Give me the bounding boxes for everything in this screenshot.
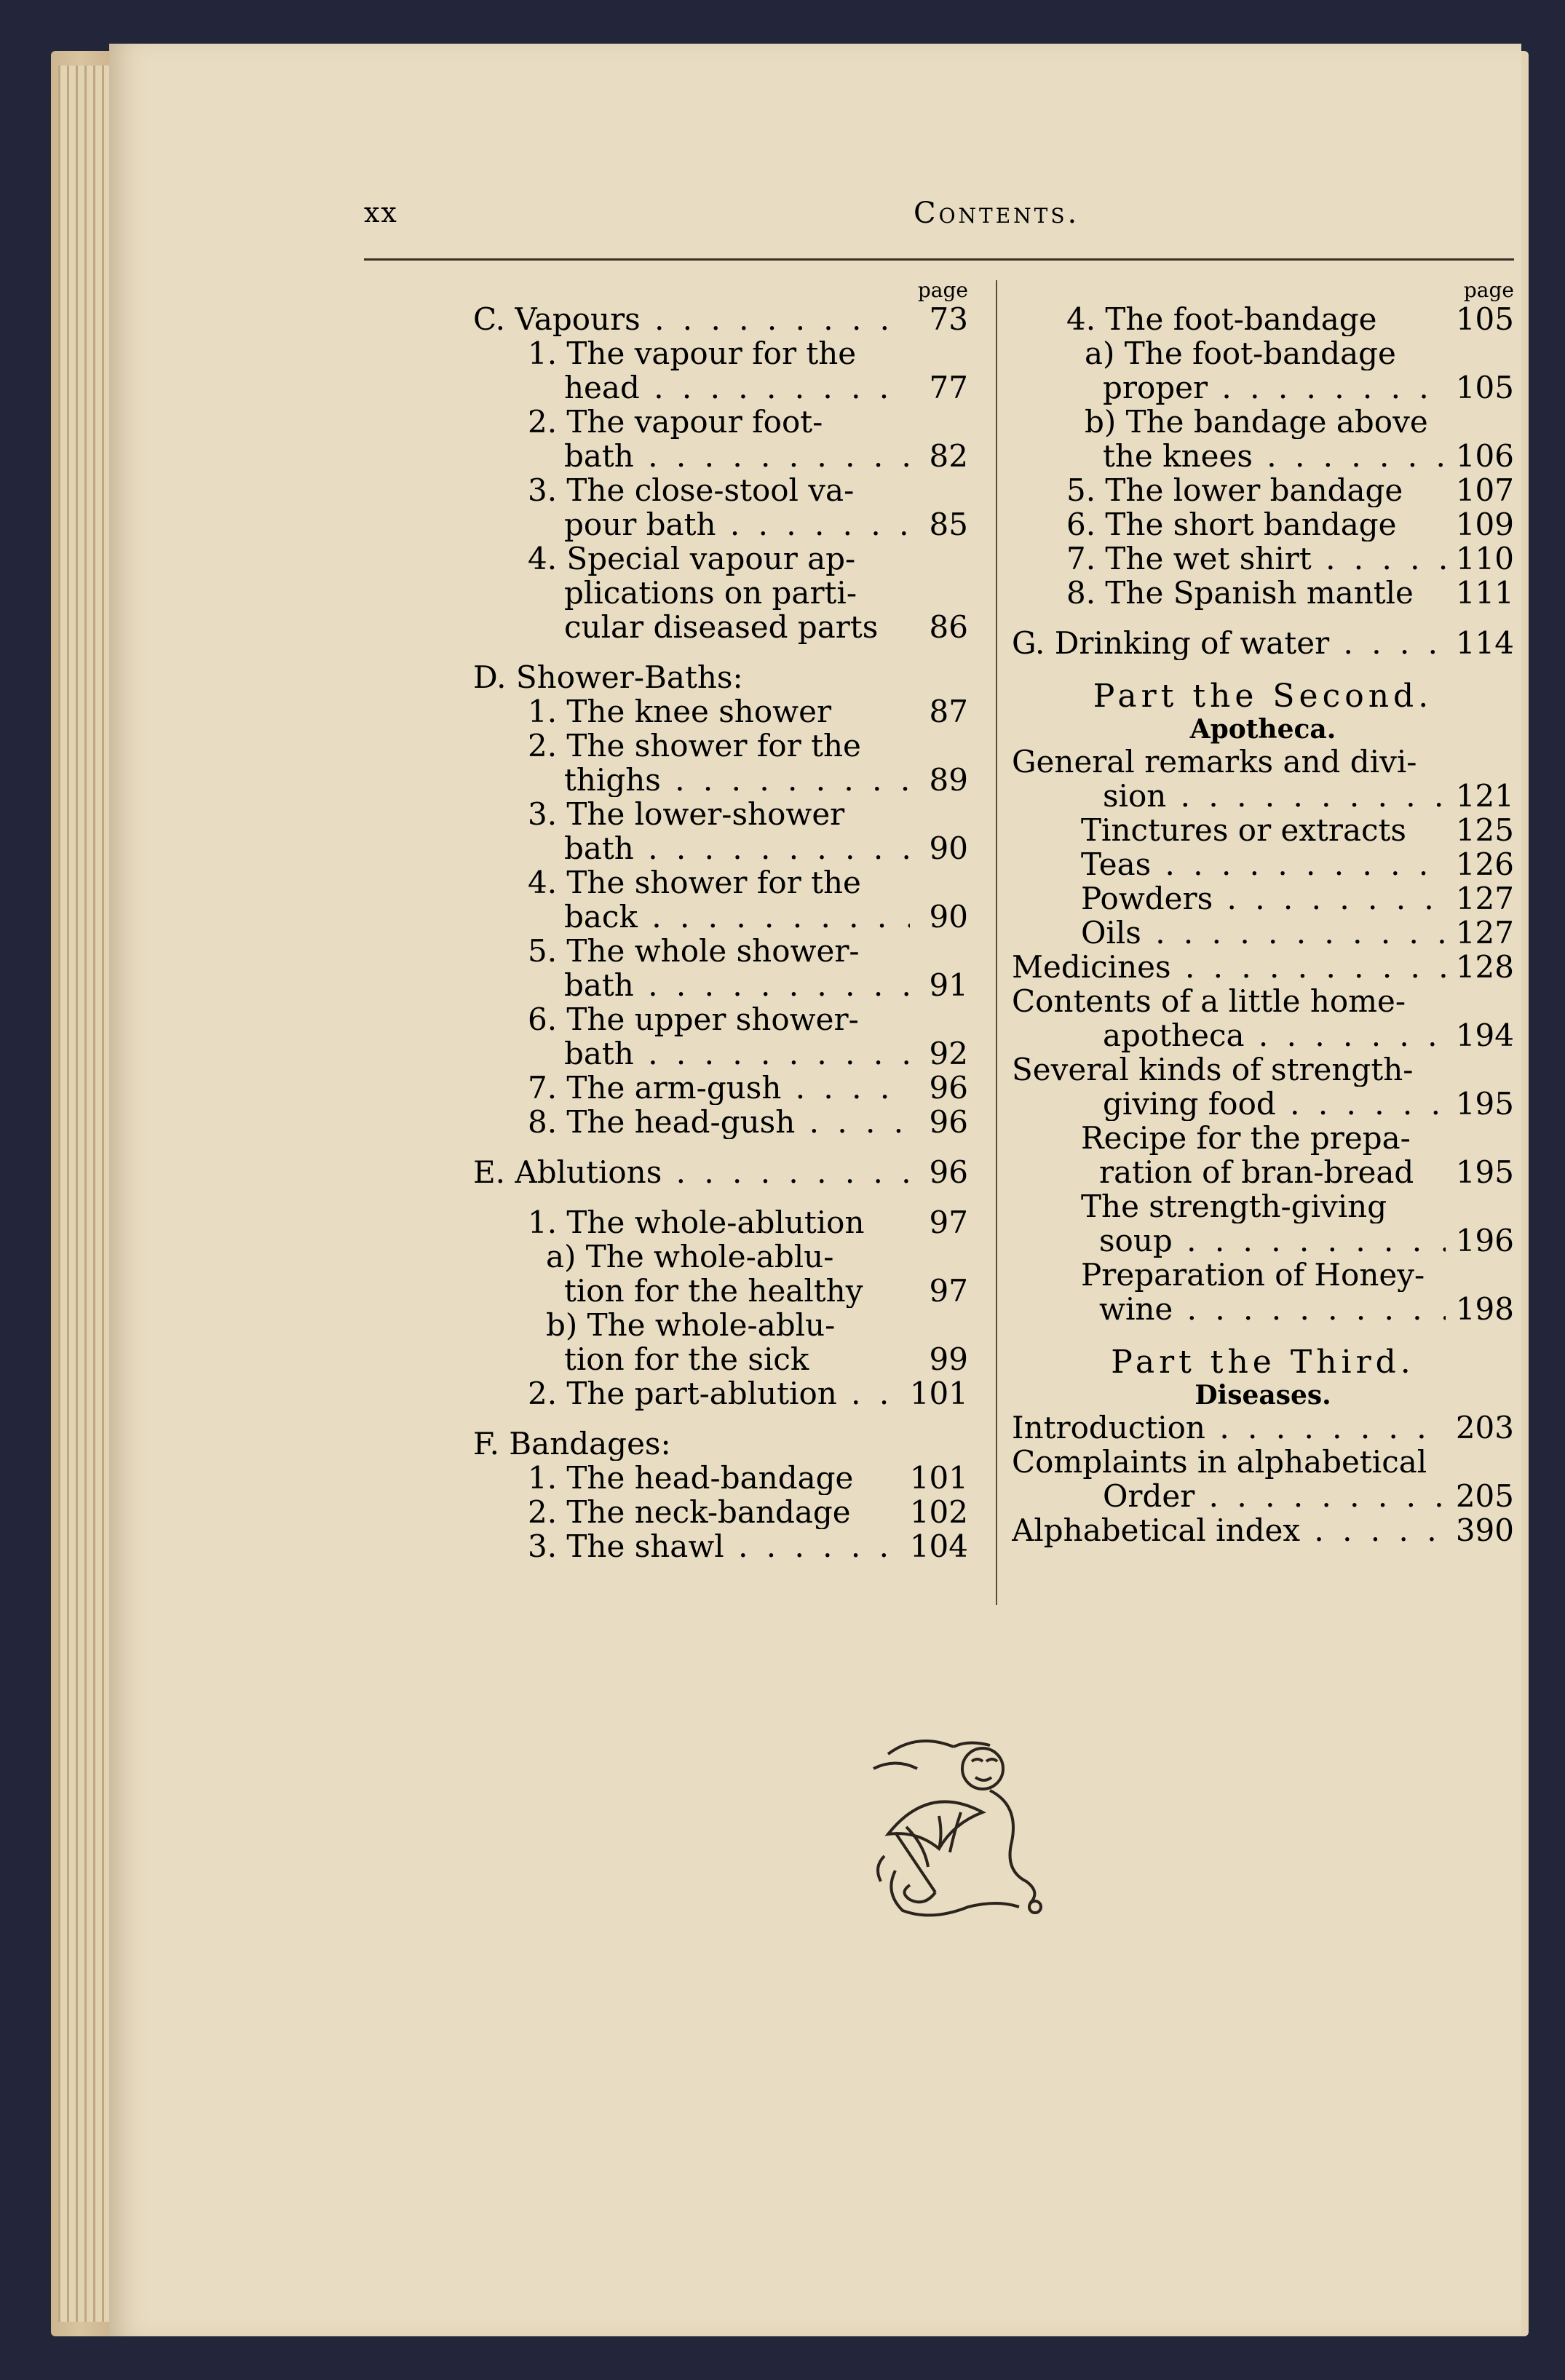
toc-entry bbox=[1012, 507, 1514, 542]
toc-entry-title: 2. The shower for the bbox=[528, 729, 861, 763]
part-heading: Part the Third. bbox=[1111, 1344, 1415, 1381]
toc-entry-page: 198 bbox=[1455, 1291, 1514, 1327]
toc-entry-title: Powders . . . bbox=[1081, 881, 1446, 916]
toc-entry bbox=[1012, 473, 1514, 507]
toc-entry-title: Several kinds of strength- bbox=[1012, 1052, 1414, 1087]
toc-entry bbox=[473, 865, 968, 900]
left-column bbox=[473, 279, 968, 1563]
toc-entry bbox=[473, 1105, 968, 1139]
toc-entry-page: 111 bbox=[1455, 575, 1514, 611]
toc-entry-title: 5. The whole shower- bbox=[528, 934, 860, 968]
toc-entry bbox=[1012, 1513, 1514, 1547]
toc-entry-page: 195 bbox=[1455, 1154, 1514, 1190]
part-subheading: Diseases. bbox=[1194, 1380, 1331, 1411]
page-header bbox=[364, 197, 1514, 240]
toc-entry-title: the knees . . . bbox=[1103, 439, 1446, 473]
toc-entry-title: ration of bran-bread bbox=[1099, 1155, 1414, 1189]
toc-entry-title: Recipe for the prepa- bbox=[1081, 1121, 1411, 1155]
toc-entry-title: back . . . bbox=[564, 900, 910, 934]
toc-entry-title: Contents of a little home- bbox=[1012, 984, 1406, 1018]
toc-entry bbox=[473, 1529, 968, 1563]
toc-entry-page: 195 bbox=[1455, 1086, 1514, 1122]
toc-entry-title: Order . . . bbox=[1103, 1479, 1446, 1513]
toc-entry-title: bath . . . bbox=[564, 439, 910, 473]
toc-entry bbox=[1012, 405, 1514, 439]
toc-entry bbox=[1012, 779, 1514, 813]
toc-entry-page: 90 bbox=[929, 899, 968, 935]
toc-entry bbox=[1012, 950, 1514, 984]
toc-entry-title: sion . . . bbox=[1103, 779, 1446, 813]
toc-entry-page: 73 bbox=[929, 301, 968, 337]
toc-entry bbox=[473, 1274, 968, 1308]
toc-entry-page: 121 bbox=[1455, 778, 1514, 814]
toc-entry-title: 4. The foot-bandage bbox=[1066, 302, 1377, 336]
toc-entry-title: thighs . . . bbox=[564, 763, 910, 797]
toc-entry bbox=[473, 1239, 968, 1274]
toc-entry-page: 77 bbox=[929, 370, 968, 405]
toc-entry-page: 91 bbox=[929, 967, 968, 1003]
toc-entry-title: bath . . . bbox=[564, 831, 910, 865]
toc-entry bbox=[1012, 881, 1514, 916]
part-subheading: Apotheca. bbox=[1189, 714, 1336, 745]
toc-entry-page: 89 bbox=[929, 762, 968, 798]
column-divider bbox=[996, 280, 997, 1605]
toc-entry-title: a) The whole-ablu- bbox=[546, 1239, 834, 1274]
toc-entry-title: 1. The head-bandage bbox=[528, 1461, 854, 1495]
toc-entry bbox=[473, 302, 968, 336]
toc-entry-page: 125 bbox=[1455, 812, 1514, 848]
toc-entry bbox=[473, 1071, 968, 1105]
toc-entry bbox=[473, 660, 968, 694]
toc-entry bbox=[1012, 1411, 1514, 1445]
toc-entry bbox=[473, 1376, 968, 1411]
toc-entry-title: 6. The upper shower- bbox=[528, 1002, 859, 1036]
toc-entry-title: 2. The neck-bandage bbox=[528, 1495, 851, 1529]
toc-entry-title: G. Drinking of water . . . bbox=[1012, 626, 1446, 660]
toc-entry bbox=[1012, 1121, 1514, 1155]
toc-entry bbox=[473, 763, 968, 797]
toc-entry bbox=[1012, 1018, 1514, 1052]
toc-entry bbox=[473, 968, 968, 1002]
toc-entry-title: 7. The wet shirt . . . bbox=[1066, 542, 1446, 576]
toc-entry bbox=[473, 439, 968, 473]
toc-entry-title: head . . . bbox=[564, 370, 910, 405]
toc-entry-title: F. Bandages: bbox=[473, 1427, 671, 1461]
toc-entry-page: 99 bbox=[929, 1341, 968, 1377]
part-heading: Part the Second. bbox=[1093, 678, 1433, 715]
toc-entry-title: soup . . . bbox=[1099, 1223, 1446, 1258]
toc-entry-page: 128 bbox=[1455, 949, 1514, 985]
toc-entry bbox=[473, 610, 968, 644]
toc-entry bbox=[1012, 542, 1514, 576]
toc-entry-page: 82 bbox=[929, 438, 968, 474]
toc-entry-title: 1. The vapour for the bbox=[528, 336, 857, 370]
toc-entry-title: General remarks and divi- bbox=[1012, 745, 1417, 779]
toc-entry bbox=[1012, 847, 1514, 881]
toc-entry-page: 127 bbox=[1455, 881, 1514, 916]
toc-entry-page: 101 bbox=[909, 1376, 968, 1411]
toc-entry bbox=[473, 370, 968, 405]
toc-entry-page: 203 bbox=[1455, 1410, 1514, 1445]
toc-entry-title: Introduction . . . bbox=[1012, 1411, 1446, 1445]
toc-entry-title: 2. The vapour foot- bbox=[528, 405, 823, 439]
toc-entry bbox=[1012, 984, 1514, 1018]
toc-entry-page: 110 bbox=[1455, 541, 1514, 576]
toc-entry-page: 87 bbox=[929, 694, 968, 729]
toc-entry-title: D. Shower-Baths: bbox=[473, 660, 743, 694]
toc-entry-page: 105 bbox=[1455, 301, 1514, 337]
toc-entry-title: b) The bandage above bbox=[1085, 405, 1428, 439]
toc-entry-title: Medicines . . . bbox=[1012, 950, 1446, 984]
toc-entry-page: 106 bbox=[1455, 438, 1514, 474]
toc-entry-page: 96 bbox=[929, 1070, 968, 1106]
toc-entry-title: 8. The Spanish mantle bbox=[1066, 576, 1414, 610]
toc-entry bbox=[1012, 1479, 1514, 1513]
toc-entry bbox=[1012, 1292, 1514, 1326]
toc-entry-page: 96 bbox=[929, 1104, 968, 1140]
toc-entry-title: Complaints in alphabetical bbox=[1012, 1445, 1427, 1479]
toc-entry bbox=[473, 576, 968, 610]
toc-entry bbox=[473, 1308, 968, 1342]
toc-entry-page: 109 bbox=[1455, 507, 1514, 542]
toc-entry-title: The strength-giving bbox=[1081, 1189, 1387, 1223]
toc-entry bbox=[1012, 1189, 1514, 1223]
toc-entry-title: b) The whole-ablu- bbox=[546, 1308, 836, 1342]
toc-entry bbox=[1012, 1155, 1514, 1189]
toc-entry-page: 114 bbox=[1455, 625, 1514, 661]
toc-entry-title: Preparation of Honey- bbox=[1081, 1258, 1425, 1292]
toc-entry bbox=[473, 934, 968, 968]
toc-entry bbox=[1012, 1445, 1514, 1479]
toc-entry-title: 7. The arm-gush . . . bbox=[528, 1071, 910, 1105]
toc-entry bbox=[473, 336, 968, 370]
toc-entry-title: bath . . . bbox=[564, 1036, 910, 1071]
toc-entry bbox=[473, 1461, 968, 1495]
toc-entry bbox=[473, 1205, 968, 1239]
toc-entry bbox=[473, 729, 968, 763]
toc-entry-title: pour bath . . . bbox=[564, 507, 910, 542]
toc-entry bbox=[1012, 916, 1514, 950]
toc-entry-page: 105 bbox=[1455, 370, 1514, 405]
toc-entry-page: 96 bbox=[929, 1154, 968, 1190]
toc-entry-page: 86 bbox=[929, 609, 968, 645]
toc-entry-title: 4. Special vapour ap- bbox=[528, 542, 856, 576]
toc-entry-page: 205 bbox=[1455, 1478, 1514, 1514]
toc-entry bbox=[1012, 813, 1514, 847]
toc-entry-page: 92 bbox=[929, 1036, 968, 1071]
toc-entry-title: C. Vapours . . . bbox=[473, 302, 910, 336]
header-rule bbox=[364, 258, 1514, 261]
toc-entry bbox=[473, 1036, 968, 1071]
toc-entry bbox=[473, 900, 968, 934]
toc-entry bbox=[473, 1002, 968, 1036]
toc-entry bbox=[1012, 439, 1514, 473]
toc-entry bbox=[473, 694, 968, 729]
toc-entry bbox=[1012, 370, 1514, 405]
toc-entry-title: proper . . . bbox=[1103, 370, 1446, 405]
toc-entry-title: tion for the healthy bbox=[564, 1274, 863, 1308]
toc-entry-page: 194 bbox=[1455, 1018, 1514, 1053]
toc-entry-title: tion for the sick bbox=[564, 1342, 809, 1376]
toc-entry-title: giving food . . . bbox=[1103, 1087, 1446, 1121]
toc-entry-title: wine . . . bbox=[1099, 1292, 1446, 1326]
toc-entry-title: Alphabetical index . . . bbox=[1012, 1513, 1446, 1547]
toc-entry-title: plications on parti- bbox=[564, 576, 857, 610]
page-column-label: page bbox=[1463, 278, 1514, 302]
toc-entry-page: 126 bbox=[1455, 846, 1514, 882]
toc-entry bbox=[473, 542, 968, 576]
right-column bbox=[1012, 279, 1514, 1547]
page-column-label: page bbox=[917, 278, 968, 302]
toc-entry-title: 1. The whole-ablution bbox=[528, 1205, 865, 1239]
toc-entry bbox=[1012, 336, 1514, 370]
toc-entry-page: 107 bbox=[1455, 472, 1514, 508]
toc-entry-page: 196 bbox=[1455, 1223, 1514, 1258]
toc-entry bbox=[473, 1342, 968, 1376]
toc-entry-title: 2. The part-ablution . . . bbox=[528, 1376, 900, 1411]
toc-entry-title: 5. The lower bandage bbox=[1066, 473, 1403, 507]
toc-entry-title: 6. The short bandage bbox=[1066, 507, 1397, 542]
toc-entry-page: 127 bbox=[1455, 915, 1514, 951]
toc-entry-page: 102 bbox=[909, 1494, 968, 1530]
toc-entry bbox=[473, 831, 968, 865]
toc-entry-title: Teas . . . bbox=[1081, 847, 1446, 881]
toc-entry-page: 85 bbox=[929, 507, 968, 542]
toc-entry-title: 3. The close-stool va- bbox=[528, 473, 855, 507]
toc-entry bbox=[473, 507, 968, 542]
toc-entry-title: Tinctures or extracts bbox=[1081, 813, 1406, 847]
toc-entry-title: 8. The head-gush . . . bbox=[528, 1105, 910, 1139]
toc-entry bbox=[1012, 302, 1514, 336]
toc-entry-title: E. Ablutions . . . bbox=[473, 1155, 910, 1189]
toc-entry bbox=[1012, 1223, 1514, 1258]
toc-entry bbox=[1012, 745, 1514, 779]
toc-entry-page: 101 bbox=[909, 1460, 968, 1496]
toc-entry-title: 3. The lower-shower bbox=[528, 797, 845, 831]
folio-number: xx bbox=[364, 197, 398, 229]
toc-entry bbox=[1012, 1258, 1514, 1292]
toc-entry-page: 90 bbox=[929, 830, 968, 866]
toc-entry-title: cular diseased parts bbox=[564, 610, 879, 644]
toc-entry-title: apotheca . . . bbox=[1103, 1018, 1446, 1052]
toc-entry-page: 97 bbox=[929, 1205, 968, 1240]
toc-entry-page: 390 bbox=[1455, 1512, 1514, 1548]
toc-entry bbox=[1012, 576, 1514, 610]
toc-entry bbox=[473, 1495, 968, 1529]
toc-entry bbox=[473, 473, 968, 507]
toc-entry bbox=[1012, 1052, 1514, 1087]
toc-entry-title: a) The foot-bandage bbox=[1085, 336, 1396, 370]
toc-entry bbox=[1012, 626, 1514, 660]
toc-entry-title: Oils . . . bbox=[1081, 916, 1446, 950]
toc-entry-page: 104 bbox=[909, 1528, 968, 1564]
toc-entry bbox=[473, 405, 968, 439]
toc-entry-page: 97 bbox=[929, 1273, 968, 1309]
umbrella-cherub-icon bbox=[844, 1725, 1055, 1921]
toc-entry-title: bath . . . bbox=[564, 968, 910, 1002]
toc-entry-title: 1. The knee shower bbox=[528, 694, 832, 729]
toc-entry bbox=[473, 1427, 968, 1461]
toc-entry-title: 3. The shawl . . . bbox=[528, 1529, 900, 1563]
toc-entry-title: 4. The shower for the bbox=[528, 865, 861, 900]
toc-entry bbox=[473, 797, 968, 831]
toc-entry bbox=[473, 1155, 968, 1189]
running-title: Contents. bbox=[914, 197, 1080, 230]
toc-entry bbox=[1012, 1087, 1514, 1121]
